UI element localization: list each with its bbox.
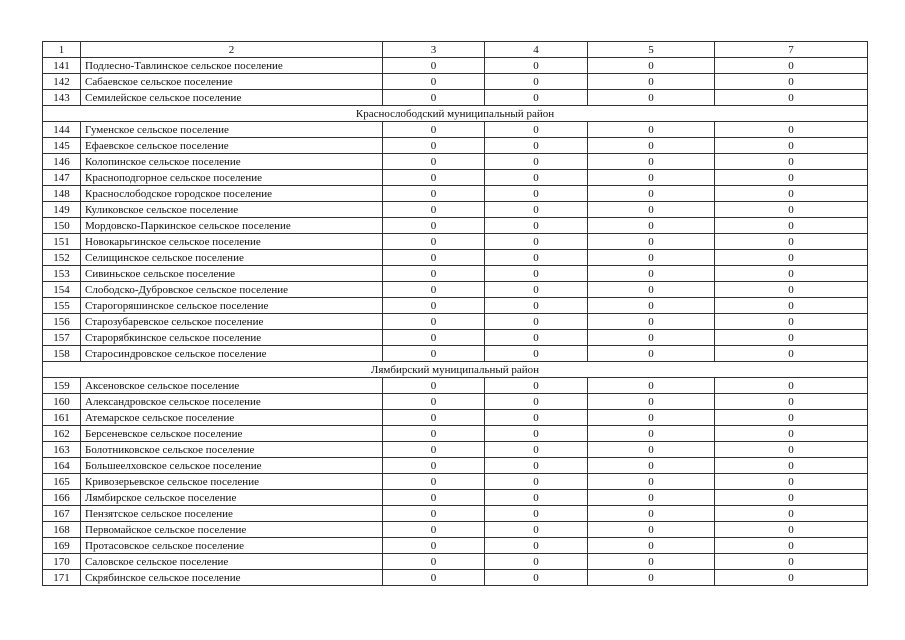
value-col5: 0	[588, 522, 715, 538]
value-col5: 0	[588, 170, 715, 186]
value-col4: 0	[485, 474, 588, 490]
row-number: 151	[43, 234, 81, 250]
settlement-name: Старогоряшинское сельское поселение	[81, 298, 383, 314]
section-row	[43, 362, 868, 378]
row-number: 160	[43, 394, 81, 410]
section-row	[43, 106, 868, 122]
value-col4: 0	[485, 90, 588, 106]
table-row	[43, 538, 868, 554]
section-title: Лямбирский муниципальный район	[43, 362, 868, 378]
settlement-name: Болотниковское сельское поселение	[81, 442, 383, 458]
table-row	[43, 570, 868, 586]
value-col5: 0	[588, 154, 715, 170]
row-number: 163	[43, 442, 81, 458]
table-row	[43, 458, 868, 474]
value-col4: 0	[485, 298, 588, 314]
value-col7: 0	[715, 90, 868, 106]
value-col4: 0	[485, 554, 588, 570]
row-number: 143	[43, 90, 81, 106]
value-col5: 0	[588, 458, 715, 474]
settlement-name: Первомайское сельское поселение	[81, 522, 383, 538]
value-col5: 0	[588, 298, 715, 314]
table-row	[43, 170, 868, 186]
settlement-name: Подлесно-Тавлинское сельское поселение	[81, 58, 383, 74]
settlement-name: Новокарьгинское сельское поселение	[81, 234, 383, 250]
settlement-name: Сивиньское сельское поселение	[81, 266, 383, 282]
value-col4: 0	[485, 122, 588, 138]
table-row	[43, 282, 868, 298]
value-col5: 0	[588, 410, 715, 426]
header-cell-col1: 1	[43, 42, 81, 58]
row-number: 144	[43, 122, 81, 138]
header-cell-col4: 4	[485, 42, 588, 58]
row-number: 156	[43, 314, 81, 330]
table-row	[43, 138, 868, 154]
value-col5: 0	[588, 490, 715, 506]
value-col3: 0	[383, 410, 485, 426]
row-number: 153	[43, 266, 81, 282]
row-number: 157	[43, 330, 81, 346]
row-number: 152	[43, 250, 81, 266]
settlement-name: Краснослободское городское поселение	[81, 186, 383, 202]
value-col7: 0	[715, 234, 868, 250]
value-col3: 0	[383, 122, 485, 138]
value-col7: 0	[715, 538, 868, 554]
table-row	[43, 58, 868, 74]
row-number: 148	[43, 186, 81, 202]
value-col7: 0	[715, 122, 868, 138]
value-col7: 0	[715, 458, 868, 474]
value-col3: 0	[383, 538, 485, 554]
value-col7: 0	[715, 570, 868, 586]
value-col7: 0	[715, 522, 868, 538]
table-row	[43, 186, 868, 202]
value-col5: 0	[588, 122, 715, 138]
value-col3: 0	[383, 474, 485, 490]
value-col4: 0	[485, 266, 588, 282]
value-col7: 0	[715, 490, 868, 506]
value-col5: 0	[588, 90, 715, 106]
row-number: 154	[43, 282, 81, 298]
value-col3: 0	[383, 202, 485, 218]
value-col5: 0	[588, 506, 715, 522]
value-col3: 0	[383, 234, 485, 250]
row-number: 146	[43, 154, 81, 170]
header-cell-col7: 7	[715, 42, 868, 58]
header-cell-col3: 3	[383, 42, 485, 58]
settlement-name: Аксеновское сельское поселение	[81, 378, 383, 394]
row-number: 170	[43, 554, 81, 570]
section-title: Краснослободский муниципальный район	[43, 106, 868, 122]
settlement-name: Старосиндровское сельское поселение	[81, 346, 383, 362]
value-col3: 0	[383, 90, 485, 106]
value-col4: 0	[485, 170, 588, 186]
value-col3: 0	[383, 266, 485, 282]
value-col4: 0	[485, 218, 588, 234]
value-col5: 0	[588, 234, 715, 250]
table-row	[43, 554, 868, 570]
value-col7: 0	[715, 202, 868, 218]
value-col4: 0	[485, 458, 588, 474]
table-row	[43, 394, 868, 410]
value-col5: 0	[588, 570, 715, 586]
value-col3: 0	[383, 394, 485, 410]
settlement-name: Протасовское сельское поселение	[81, 538, 383, 554]
value-col5: 0	[588, 314, 715, 330]
value-col7: 0	[715, 170, 868, 186]
row-number: 159	[43, 378, 81, 394]
value-col4: 0	[485, 378, 588, 394]
value-col5: 0	[588, 138, 715, 154]
row-number: 158	[43, 346, 81, 362]
value-col7: 0	[715, 442, 868, 458]
value-col5: 0	[588, 282, 715, 298]
value-col3: 0	[383, 442, 485, 458]
table-row	[43, 474, 868, 490]
settlement-name: Мордовско-Паркинское сельское поселение	[81, 218, 383, 234]
value-col3: 0	[383, 154, 485, 170]
value-col4: 0	[485, 442, 588, 458]
table-row	[43, 250, 868, 266]
row-number: 147	[43, 170, 81, 186]
settlement-name: Сабаевское сельское поселение	[81, 74, 383, 90]
value-col4: 0	[485, 394, 588, 410]
value-col7: 0	[715, 282, 868, 298]
value-col5: 0	[588, 426, 715, 442]
table-row	[43, 506, 868, 522]
row-number: 164	[43, 458, 81, 474]
settlement-name: Гуменское сельское поселение	[81, 122, 383, 138]
settlement-name: Ефаевское сельское поселение	[81, 138, 383, 154]
value-col4: 0	[485, 538, 588, 554]
value-col7: 0	[715, 394, 868, 410]
settlements-table	[42, 41, 868, 586]
settlement-name: Атемарское сельское поселение	[81, 410, 383, 426]
value-col5: 0	[588, 394, 715, 410]
value-col4: 0	[485, 234, 588, 250]
row-number: 167	[43, 506, 81, 522]
value-col7: 0	[715, 474, 868, 490]
value-col3: 0	[383, 330, 485, 346]
value-col7: 0	[715, 554, 868, 570]
value-col3: 0	[383, 218, 485, 234]
value-col3: 0	[383, 378, 485, 394]
table-row	[43, 154, 868, 170]
row-number: 171	[43, 570, 81, 586]
value-col3: 0	[383, 282, 485, 298]
table-row	[43, 522, 868, 538]
value-col4: 0	[485, 346, 588, 362]
value-col4: 0	[485, 490, 588, 506]
row-number: 169	[43, 538, 81, 554]
value-col3: 0	[383, 58, 485, 74]
settlement-name: Селищинское сельское поселение	[81, 250, 383, 266]
value-col4: 0	[485, 330, 588, 346]
settlement-name: Старорябкинское сельское поселение	[81, 330, 383, 346]
value-col7: 0	[715, 74, 868, 90]
value-col7: 0	[715, 266, 868, 282]
value-col5: 0	[588, 74, 715, 90]
table-row	[43, 314, 868, 330]
row-number: 150	[43, 218, 81, 234]
value-col5: 0	[588, 554, 715, 570]
value-col7: 0	[715, 346, 868, 362]
table-row	[43, 202, 868, 218]
row-number: 145	[43, 138, 81, 154]
settlement-name: Берсеневское сельское поселение	[81, 426, 383, 442]
value-col7: 0	[715, 330, 868, 346]
value-col4: 0	[485, 202, 588, 218]
row-number: 162	[43, 426, 81, 442]
value-col4: 0	[485, 522, 588, 538]
settlement-name: Кривозерьевское сельское поселение	[81, 474, 383, 490]
table-row	[43, 218, 868, 234]
table-row	[43, 266, 868, 282]
header-cell-col2: 2	[81, 42, 383, 58]
table-row	[43, 378, 868, 394]
value-col7: 0	[715, 218, 868, 234]
settlement-name: Лямбирское сельское поселение	[81, 490, 383, 506]
value-col3: 0	[383, 346, 485, 362]
row-number: 155	[43, 298, 81, 314]
value-col5: 0	[588, 266, 715, 282]
table-row	[43, 90, 868, 106]
row-number: 142	[43, 74, 81, 90]
value-col4: 0	[485, 506, 588, 522]
value-col5: 0	[588, 218, 715, 234]
value-col5: 0	[588, 186, 715, 202]
table-row	[43, 410, 868, 426]
value-col3: 0	[383, 186, 485, 202]
settlement-name: Пензятское сельское поселение	[81, 506, 383, 522]
settlement-name: Семилейское сельское поселение	[81, 90, 383, 106]
settlement-name: Слободско-Дубровское сельское поселение	[81, 282, 383, 298]
value-col5: 0	[588, 330, 715, 346]
value-col4: 0	[485, 314, 588, 330]
value-col3: 0	[383, 554, 485, 570]
value-col4: 0	[485, 74, 588, 90]
value-col5: 0	[588, 58, 715, 74]
value-col3: 0	[383, 314, 485, 330]
table-row	[43, 234, 868, 250]
row-number: 141	[43, 58, 81, 74]
row-number: 149	[43, 202, 81, 218]
value-col7: 0	[715, 186, 868, 202]
value-col4: 0	[485, 58, 588, 74]
value-col4: 0	[485, 186, 588, 202]
value-col7: 0	[715, 314, 868, 330]
value-col4: 0	[485, 250, 588, 266]
value-col7: 0	[715, 298, 868, 314]
header-cell-col5: 5	[588, 42, 715, 58]
settlement-name: Александровское сельское поселение	[81, 394, 383, 410]
settlement-name: Куликовское сельское поселение	[81, 202, 383, 218]
settlement-name: Красноподгорное сельское поселение	[81, 170, 383, 186]
row-number: 166	[43, 490, 81, 506]
value-col5: 0	[588, 250, 715, 266]
value-col7: 0	[715, 138, 868, 154]
value-col3: 0	[383, 170, 485, 186]
value-col5: 0	[588, 442, 715, 458]
settlement-name: Большеелховское сельское поселение	[81, 458, 383, 474]
value-col3: 0	[383, 298, 485, 314]
value-col7: 0	[715, 410, 868, 426]
value-col3: 0	[383, 250, 485, 266]
table-body	[43, 42, 868, 586]
table-row	[43, 490, 868, 506]
value-col7: 0	[715, 378, 868, 394]
value-col7: 0	[715, 426, 868, 442]
value-col5: 0	[588, 346, 715, 362]
row-number: 165	[43, 474, 81, 490]
value-col5: 0	[588, 538, 715, 554]
settlement-name: Саловское сельское поселение	[81, 554, 383, 570]
table-row	[43, 298, 868, 314]
value-col3: 0	[383, 74, 485, 90]
value-col3: 0	[383, 138, 485, 154]
table-row	[43, 74, 868, 90]
value-col3: 0	[383, 570, 485, 586]
value-col7: 0	[715, 250, 868, 266]
row-number: 168	[43, 522, 81, 538]
value-col3: 0	[383, 490, 485, 506]
table-row	[43, 346, 868, 362]
value-col5: 0	[588, 474, 715, 490]
table-row	[43, 122, 868, 138]
value-col7: 0	[715, 506, 868, 522]
value-col3: 0	[383, 522, 485, 538]
value-col4: 0	[485, 138, 588, 154]
table-row	[43, 330, 868, 346]
table-row	[43, 442, 868, 458]
value-col5: 0	[588, 378, 715, 394]
value-col7: 0	[715, 154, 868, 170]
header-row	[43, 42, 868, 58]
value-col3: 0	[383, 458, 485, 474]
settlement-name: Колопинское сельское поселение	[81, 154, 383, 170]
table-row	[43, 426, 868, 442]
settlement-name: Старозубаревское сельское поселение	[81, 314, 383, 330]
value-col5: 0	[588, 202, 715, 218]
value-col7: 0	[715, 58, 868, 74]
value-col4: 0	[485, 570, 588, 586]
row-number: 161	[43, 410, 81, 426]
value-col4: 0	[485, 154, 588, 170]
value-col3: 0	[383, 506, 485, 522]
value-col3: 0	[383, 426, 485, 442]
value-col4: 0	[485, 410, 588, 426]
value-col4: 0	[485, 282, 588, 298]
settlement-name: Скрябинское сельское поселение	[81, 570, 383, 586]
value-col4: 0	[485, 426, 588, 442]
